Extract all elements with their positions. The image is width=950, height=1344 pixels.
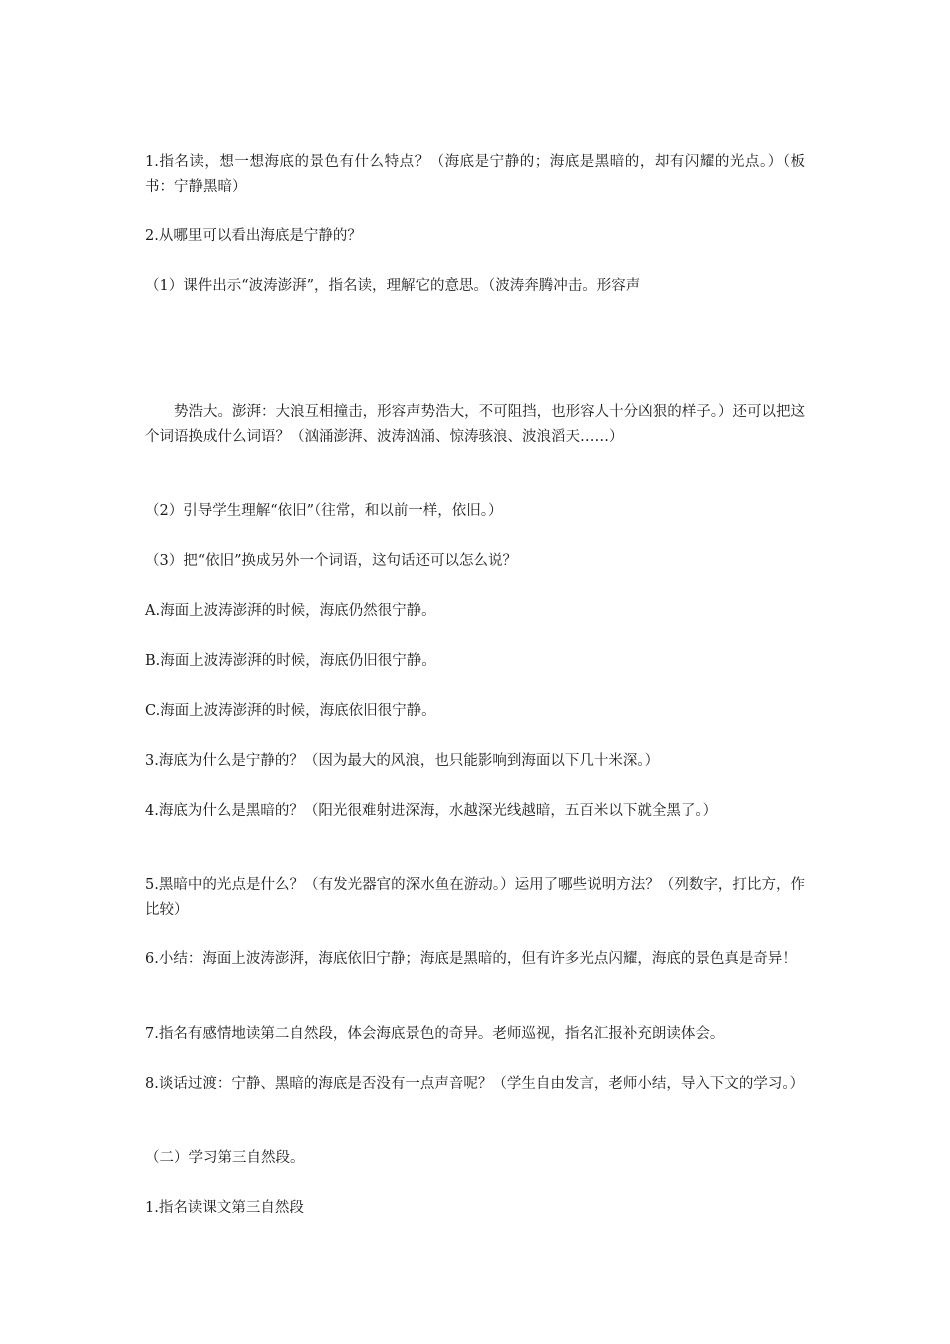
paragraph-section-item-1: 1.指名读课文第三自然段 xyxy=(145,1200,304,1216)
paragraph-sub-1: （1）课件出示“波涛澎湃”，指名读，理解它的意思。（波涛奔腾冲击。形容声 xyxy=(145,278,641,294)
paragraph-option-b: B.海面上波涛澎湃的时候，海底仍旧很宁静。 xyxy=(145,653,436,669)
paragraph-question-2: 2.从哪里可以看出海底是宁静的？ xyxy=(145,228,362,244)
paragraph-option-a: A.海面上波涛澎湃的时候，海底仍然很宁静。 xyxy=(145,603,436,619)
paragraph-question-3: 3.海底为什么是宁静的？（因为最大的风浪，也只能影响到海面以下几十米深。） xyxy=(145,753,660,769)
paragraph-sub-1-continued: 势浩大。澎湃：大浪互相撞击，形容声势浩大，不可阻挡，也形容人十分凶狠的样子。）还可以把这个词语换成什么词语？（汹涌澎湃、波涛汹涌、惊涛骇浪、波浪滔天……） xyxy=(145,404,805,445)
paragraph-question-5: 5.黑暗中的光点是什么？（有发光器官的深水鱼在游动。）运用了哪些说明方法？（列数字，打比方，作比较） xyxy=(145,877,805,918)
paragraph-question-4: 4.海底为什么是黑暗的？（阳光很难射进深海，水越深光线越暗，五百米以下就全黑了。） xyxy=(145,803,718,819)
paragraph-question-1: 1.指名读，想一想海底的景色有什么特点？（海底是宁静的；海底是黑暗的，却有闪耀的光点。）（板书：宁静黑暗） xyxy=(145,154,805,195)
section-heading: （二）学习第三自然段。 xyxy=(145,1150,305,1166)
paragraph-sub-2: （2）引导学生理解“依旧”（往常，和以前一样，依旧。） xyxy=(145,503,503,519)
paragraph-item-8: 8.谈话过渡：宁静、黑暗的海底是否没有一点声音呢？（学生自由发言，老师小结，导入下文的学习。） xyxy=(145,1076,805,1092)
paragraph-summary-6: 6.小结：海面上波涛澎湃，海底依旧宁静；海底是黑暗的，但有许多光点闪耀，海底的景色真是奇异！ xyxy=(145,951,797,967)
paragraph-sub-3: （3）把“依旧”换成另外一个词语，这句话还可以怎么说？ xyxy=(145,553,518,569)
paragraph-option-c: C.海面上波涛澎湃的时候，海底依旧很宁静。 xyxy=(145,703,436,719)
paragraph-item-7: 7.指名有感情地读第二自然段，体会海底景色的奇异。老师巡视，指名汇报补充朗读体会。 xyxy=(145,1026,725,1042)
